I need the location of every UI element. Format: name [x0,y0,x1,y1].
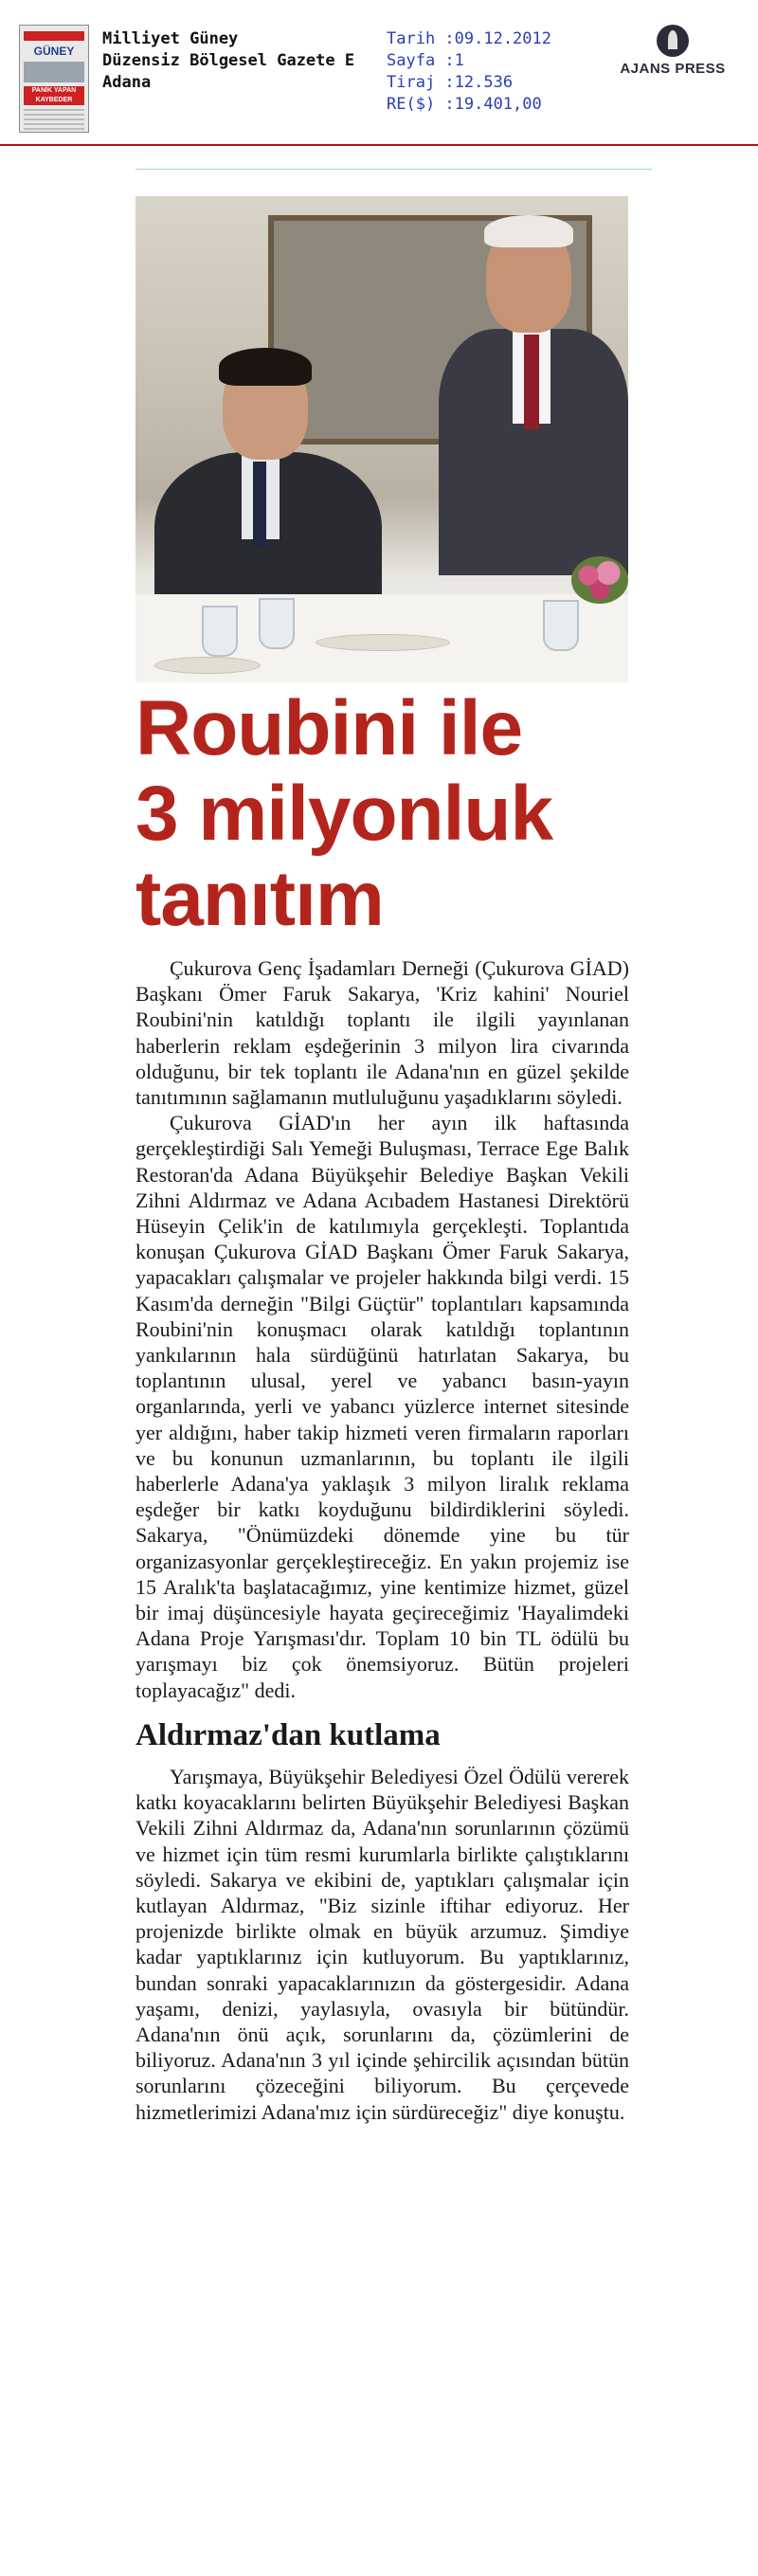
article-paragraph: Çukurova GİAD'ın her ayın ilk haftasında gerçekleştirdiği Salı Yemeği Buluşması, Terrace Ege Balık Restoran'da Adana Büyükşehir Belediye Başkan Vekili Zihni Aldırmaz ve Adana Acıbadem Hastanesi Direktörü Hüseyin Çelik'in de katılımıyla gerçekleşti. Toplantıda konuşan Çukurova GİAD Başkanı Ömer Faruk Sakarya, yapacakları çalışmalar ve projeler hakkında bilgi verdi. 15 Kasım'da derneğin "Bilgi Güçtür" toplantıları kapsamında Roubini'nin konuşmacı olarak katıldığı toplantının yankılarının hala sürdüğünü hatırlatan Sakarya, bu toplantının ulusal, yerel ve yabancı basın-yayın organlarında, yerli ve yabancı yüzlerce internet sitesinde yer aldığını, haber takip hizmeti veren firmaların raporları ve bu konunun uzmanlarının, bu toplantı ile ilgili haberlerle Adana'ya yaklaşık 3 milyon liralık reklama eşdeğer bir katkı koyduğunu bildirdiklerini söyledi. Sakarya, "Önümüzdeki dönemde yine bu tür organizasyonlar gerçekleştireceğiz. En yakın projemiz ise 15 Aralık'ta başlatacağımız, yine kentimize hizmet, güzel bir imaj düşüncesiyle hayata geçireceğimiz 'Hayalimdeki Adana Proje Yarışması'dır. Toplam 10 bin TL ödülü bu yarışmayı biz çok önemsiyoruz. Bütün projeleri toplayacağız" dedi. [135,1111,629,1702]
thumbnail-text-lines [24,109,84,133]
photo-plate [154,657,261,674]
photo-standing-man-tie [524,335,539,429]
newspaper-thumbnail [19,25,89,133]
photo-glass [259,598,295,649]
header-rule [0,144,758,146]
meta-circulation: Tiraj :12.536 [387,73,514,92]
meta-ad-value: RE($) :19.401,00 [387,95,542,114]
photo-glass [202,606,238,657]
agency-logo [606,25,739,77]
accent-line [135,169,652,170]
photo-plate [316,634,450,651]
photo-seated-man-hair [219,348,312,386]
clipping-meta [387,28,551,116]
clipping-header [0,0,758,144]
publication-type: Düzensiz Bölgesel Gazete E [102,51,355,70]
thumbnail-photo [24,62,84,82]
thumbnail-top-strip [24,31,84,41]
article-headline: Roubini ile 3 milyonluk tanıtım [135,685,553,942]
publication-name: Milliyet Güney [102,29,239,48]
article-photo [135,196,628,682]
article-paragraph: Yarışmaya, Büyükşehir Belediyesi Özel Ödülü vererek katkı koyacaklarını belirten Büyükşehir Belediyesi Başkan Vekili Zihni Aldırmaz da, Adana'nın sorunlarının çözümü ve hizmet için tüm resmi kurumlarla birlikte çalıştıklarını söyledi. Sakarya ve ekibini de, yaptıkları çalışmalar için kutlayan Aldırmaz, "Biz sizinle iftihar ediyoruz. Her projenizde birlikte olmak en büyük arzumuz. Şimdiye kadar yaptıklarınız için kutluyorum. Bu yaptıklarınız, bundan sonraki yapacaklarınızın da göstergesidir. Adana yaşamı, denizi, yaylasıyla, ovasıyla bir bütündür. Adana'nın önü açık, sorunlarını da, çözümlerini de biliyoruz. Adana'nın 3 yıl içinde şehircilik açısından bütün sorunlarını çözeceğini biliyorum. Bu çerçevede hizmetlerimizi Adana'mız için sürdüreceğiz" diye konuştu. [135,1764,629,2124]
article-paragraph: Çukurova Genç İşadamları Derneği (Çukurova GİAD) Başkanı Ömer Faruk Sakarya, 'Kriz kahini' Nouriel Roubini'nin katıldığı toplantı ile ilgili yayınlanan haberlerin reklam eşdeğerinin 3 milyon lira civarında olduğunu, bir tek toplantı ile Adana'nın en güzel şekilde tanıtımının sağlamanın mutluluğunu yaşadıklarını söyledi. [135,956,629,1110]
thumbnail-logo: GÜNEY [33,45,75,58]
article-body [135,955,629,2125]
publication-info [102,28,354,94]
photo-flowers [571,556,628,604]
agency-mark-icon [657,25,689,57]
photo-standing-man-hair [484,215,573,247]
meta-page: Sayfa :1 [387,51,464,70]
thumbnail-banner: PANİK YAPAN KAYBEDER [24,86,84,105]
meta-date: Tarih :09.12.2012 [387,29,551,48]
photo-glass [543,600,579,651]
agency-name: AJANS PRESS [620,61,726,77]
article-subheading: Aldırmaz'dan kutlama [135,1717,441,1752]
publication-city: Adana [102,73,152,92]
photo-seated-man-tie [253,462,266,547]
